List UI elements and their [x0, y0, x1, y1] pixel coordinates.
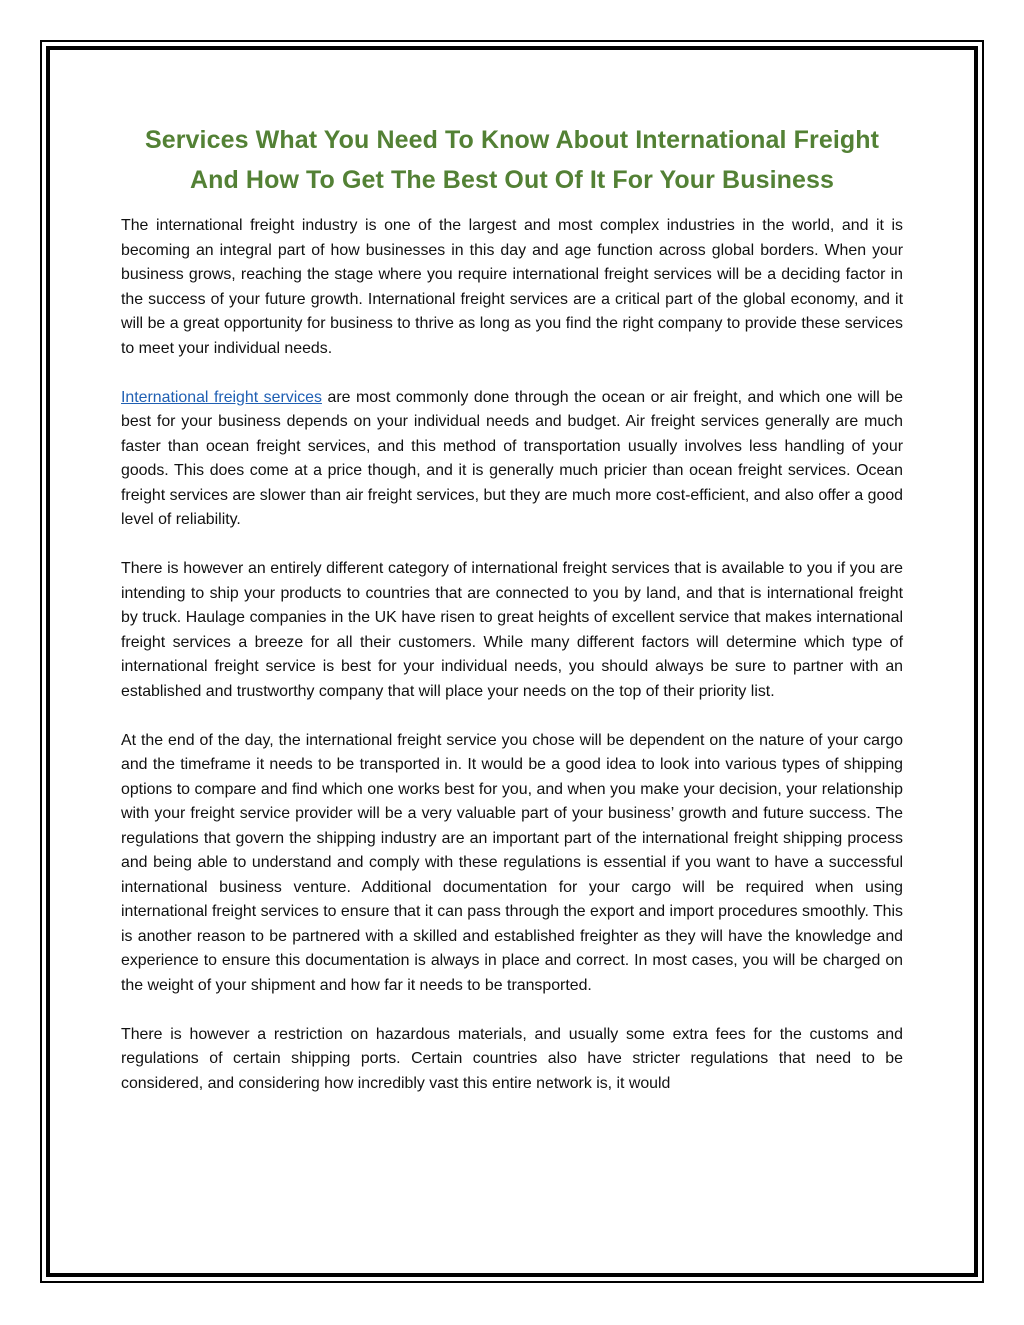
title-line-1: Services What You Need To Know About International Freight	[144, 126, 880, 154]
document-title	[121, 120, 903, 200]
paragraph-2-text: are most commonly done through the ocean or air freight, and which one will be best for your business depends on your individual needs and budget. Air freight services generally are much faster than ocean freight services, and this method of transportation usually involves less handling of your goods. This does come at a price though, and it is generally much pricier than ocean freight services. Ocean freight services are slower than air freight services, but they are much more cost-efficient, and also offer a good level of reliability.	[121, 388, 903, 528]
paragraph-3: There is however an entirely different category of international freight services that is available to you if you are intending to ship your products to countries that are connected to you by land, and that is international freight by truck. Haulage companies in the UK have risen to great heights of excellent service that makes international freight services a breeze for all their customers. While many different factors will determine which type of international freight service is best for your individual needs, you should always be sure to partner with an established and trustworthy company that will place your needs on the top of their priority list.	[121, 560, 903, 700]
paragraph-5: There is however a restriction on hazardous materials, and usually some extra fees for the customs and regulations of certain shipping ports. Certain countries also have stricter regulations that need to be considered, and considering how incredibly vast this entire network is, it would	[121, 1025, 903, 1092]
title-line-2: And How To Get The Best Out Of It For Your Business	[189, 166, 834, 194]
document-body	[121, 120, 903, 1121]
paragraph-4: At the end of the day, the international freight service you chose will be dependent on the nature of your cargo and the timeframe it needs to be transported in. It would be a good idea to look into various types of shipping options to compare and find which one works best for you, and when you make your decision, your relationship with your freight service provider will be a very valuable part of your business’ growth and future success. The regulations that govern the shipping industry are an important part of the international freight shipping process and being able to understand and comply with these regulations is essential if you want to have a successful international business venture. Additional documentation for your cargo will be required when using international freight services to ensure that it can pass through the export and import procedures smoothly. This is another reason to be partnered with a skilled and established freighter as they will have the knowledge and experience to ensure this documentation is always in place and correct. In most cases, you will be charged on the weight of your shipment and how far it needs to be transported.	[121, 731, 904, 994]
paragraph-2	[121, 386, 903, 533]
paragraph-1: The international freight industry is one of the largest and most complex industries in the world, and it is becoming an integral part of how businesses in this day and age function across global borders. When your business grows, reaching the stage where you require international freight services will be a deciding factor in the success of your future growth. International freight services are a critical part of the global economy, and it will be a great opportunity for business to thrive as long as you find the right company to provide these services to meet your individual needs.	[121, 217, 903, 357]
international-freight-services-link[interactable]: International freight services	[121, 388, 322, 406]
